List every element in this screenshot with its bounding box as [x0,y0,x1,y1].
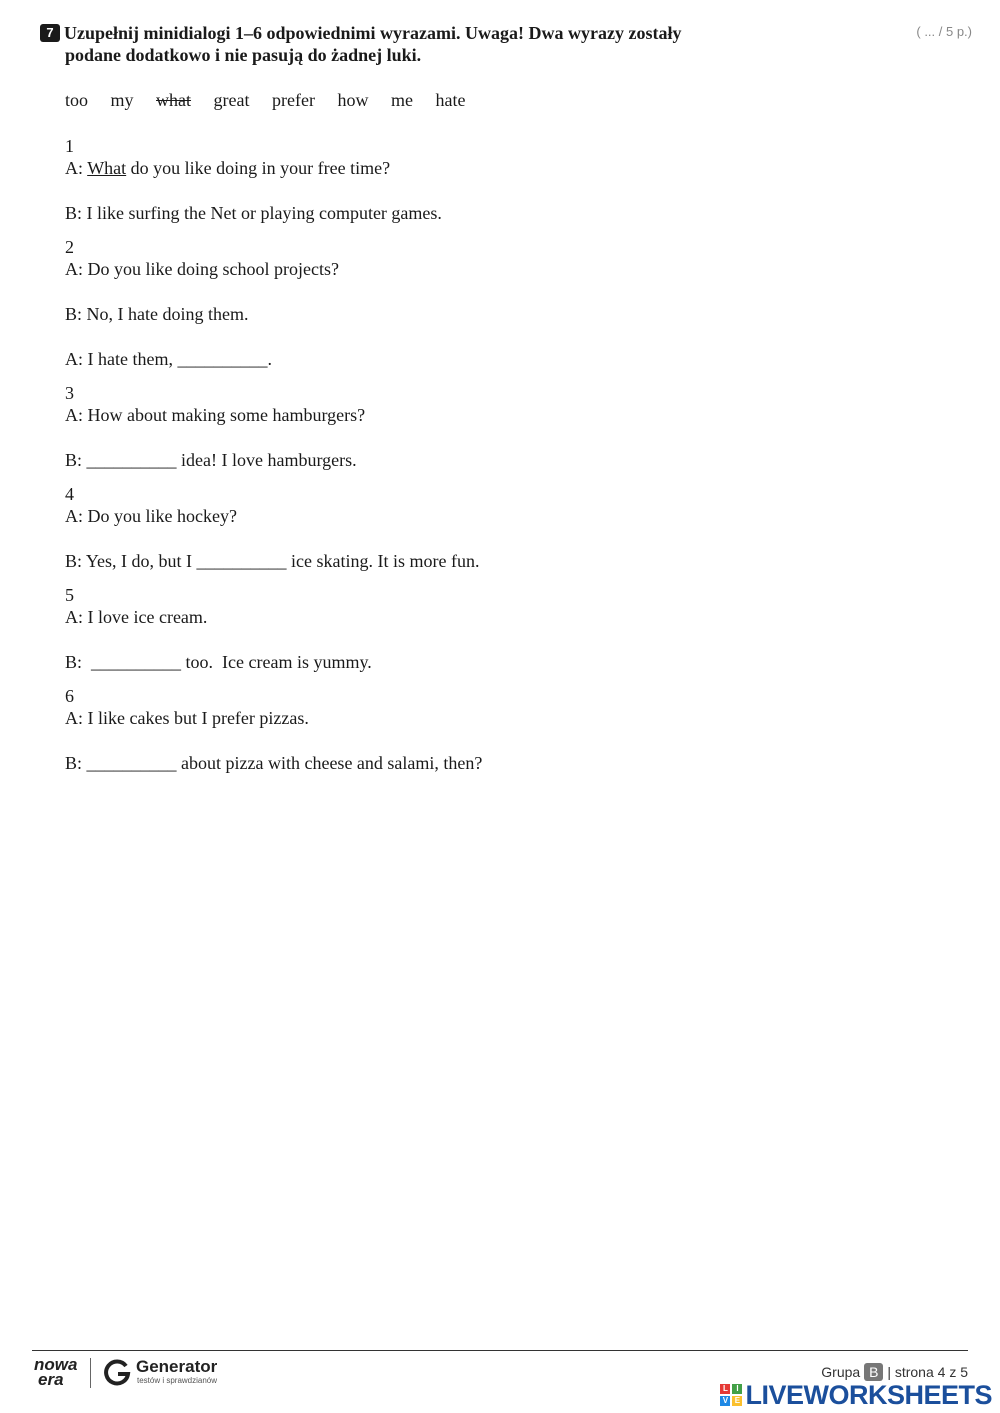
dialogue-line: A: How about making some hamburgers? [65,405,366,425]
dialogue-number: 4 [65,484,74,504]
lw-square-l: L [720,1384,730,1394]
dialogue-line-with-gap[interactable]: B: Yes, I do, but I __________ ice skating. It is more fun. [65,551,480,571]
dialogue-line [65,157,945,179]
points-indicator: ( ... / 5 p.) [916,24,972,39]
group-label: Grupa [821,1364,861,1380]
logo-word-era: era [38,1370,64,1389]
page-info [821,1363,968,1381]
line-rest: do you like doing in your free time? [126,158,391,178]
dialogue-number: 6 [65,686,74,706]
liveworksheets-wordmark: LIVEWORKSHEETS [745,1379,992,1410]
dialogue-line: A: Do you like hockey? [65,506,237,526]
dialogues [65,135,945,786]
word-what-crossed-out: what [156,90,192,110]
speaker-prefix: A: [65,158,88,178]
lw-square-e: E [732,1396,742,1406]
page-label: | strona 4 z 5 [887,1364,968,1380]
logo-separator [90,1358,91,1388]
lw-square-i: I [732,1384,742,1394]
word-how: how [337,90,369,110]
instruction-line-2: podane dodatkowo i nie pasują do żadnej luki. [65,45,422,65]
liveworksheets-squares-icon [720,1384,742,1406]
liveworksheets-logo [720,1381,992,1409]
dialogue-5 [65,584,945,673]
word-too: too [65,90,89,110]
word-me: me [390,90,413,110]
dialogue-line: B: No, I hate doing them. [65,304,249,324]
example-answer: What [87,158,127,178]
logo-word-nowa: nowa [34,1355,78,1374]
dialogue-line-with-gap[interactable]: A: I hate them, __________. [65,349,272,369]
word-my: my [110,90,134,110]
dialogue-line: B: I like surfing the Net or playing computer games. [65,203,442,223]
dialogue-4 [65,483,945,572]
dialogue-line-with-gap[interactable]: B: __________ too. Ice cream is yummy. [65,652,372,672]
dialogue-number: 3 [65,383,74,403]
dialogue-line-with-gap[interactable]: B: __________ about pizza with cheese and salami, then? [65,753,483,773]
task-instruction [40,23,740,66]
word-hate: hate [435,90,466,110]
dialogue-line-with-gap[interactable]: B: __________ idea! I love hamburgers. [65,450,357,470]
dialogue-line: A: I love ice cream. [65,607,208,627]
footer-divider [32,1350,968,1351]
word-great: great [213,90,250,110]
group-badge: B [864,1363,883,1381]
generator-subtitle: testów i sprawdzianów [137,1376,218,1385]
dialogue-3 [65,382,945,471]
nowa-era-logo [34,1357,77,1387]
instruction-line-1: Uzupełnij minidialogi 1–6 odpowiednimi wyrazami. Uwaga! Dwa wyrazy zostały [64,23,682,43]
word-bank [65,90,483,111]
generator-title: Generator [136,1357,218,1376]
lw-square-v: V [720,1396,730,1406]
dialogue-6 [65,685,945,774]
generator-logo-icon [102,1357,132,1387]
dialogue-line: A: Do you like doing school projects? [65,259,339,279]
task-number-badge: 7 [40,24,60,42]
task-header [40,22,740,66]
dialogue-number: 5 [65,585,74,605]
dialogue-number: 1 [65,136,74,156]
dialogue-line: A: I like cakes but I prefer pizzas. [65,708,309,728]
word-prefer: prefer [272,90,315,110]
dialogue-2 [65,236,945,370]
dialogue-1 [65,135,945,224]
dialogue-number: 2 [65,237,74,257]
